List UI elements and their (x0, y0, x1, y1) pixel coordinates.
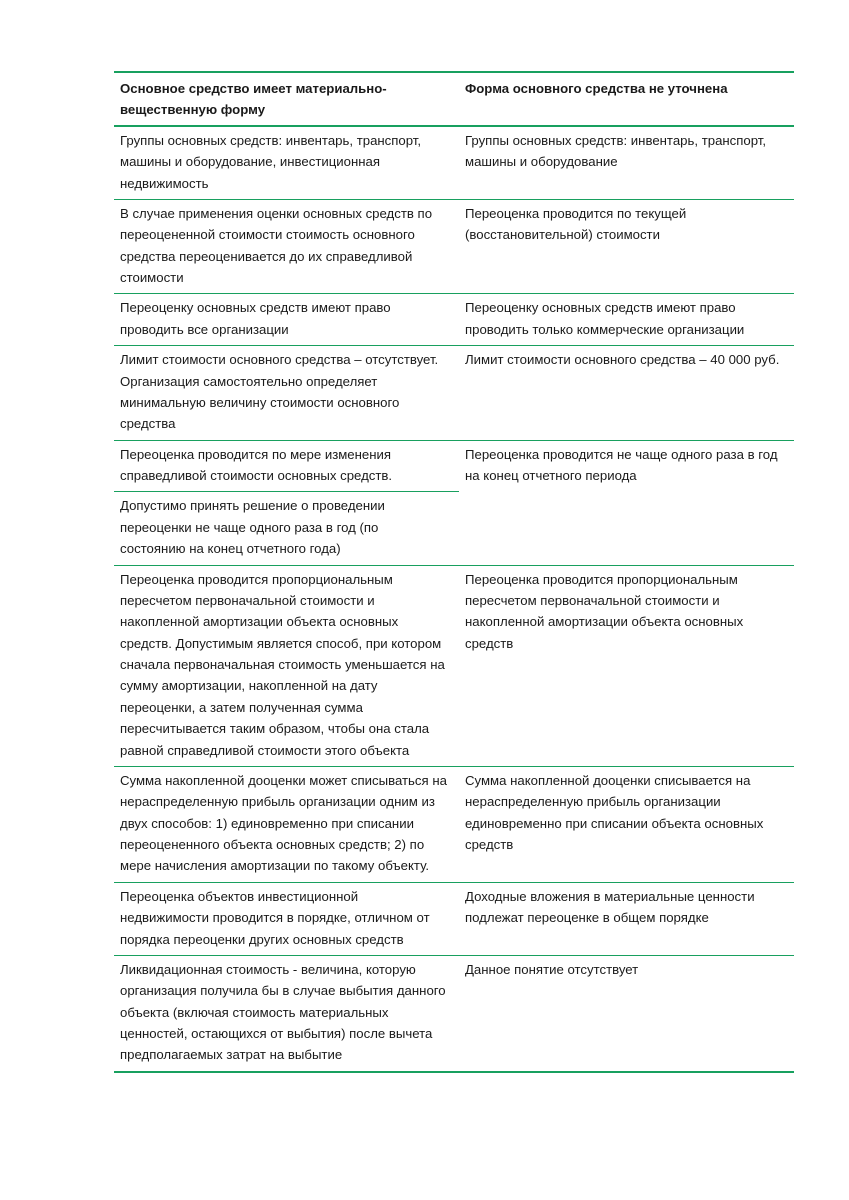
cell-right: Переоценку основных средств имеют право проводить только коммерческие организации (465, 300, 745, 337)
column-header-right: Форма основного средства не уточнена (465, 81, 728, 96)
table-row (114, 294, 794, 346)
cell-left: Сумма накопленной дооценки может списываться на нераспределенную прибыль организации одним из двух способов: 1) единовременно при списании переоцененного объекта основных средств; 2) по мере начисления амортизации по такому объекту. (120, 772, 447, 874)
table-header (114, 72, 794, 126)
cell-left: Переоценку основных средств имеют право проводить все организации (120, 300, 391, 337)
table-row (114, 346, 794, 441)
cell-left: Переоценка объектов инвестиционной недвижимости проводится в порядке, отличном от порядка переоценки других основных средств (120, 888, 430, 947)
table-header-row (114, 72, 794, 126)
cell-left: Группы основных средств: инвентарь, транспорт, машины и оборудование, инвестиционная недвижимость (120, 132, 422, 191)
comparison-table-container (114, 71, 794, 1073)
table-row (114, 955, 794, 1071)
cell-right: Переоценка проводится не чаще одного раза в год на конец отчетного периода (465, 446, 778, 483)
cell-left: Допустимо принять решение о проведении переоценки не чаще одного раза в год (по состоянию на конец отчетного года) (120, 498, 385, 557)
table-row (114, 766, 794, 882)
cell-right: Переоценка проводится по текущей (восстановительной) стоимости (465, 205, 687, 243)
cell-right: Переоценка проводится пропорциональным пересчетом первоначальной стоимости и накопленной амортизации объекта основных средств (465, 571, 744, 651)
cell-left: В случае применения оценки основных средств по переоцененной стоимости стоимость основного средства переоценивается до их справедливой стоимости (120, 205, 433, 285)
cell-right: Группы основных средств: инвентарь, транспорт, машины и оборудование (465, 132, 767, 170)
table-body (114, 126, 794, 1072)
table-row (114, 440, 794, 492)
table-row (114, 126, 794, 200)
cell-left: Переоценка проводится пропорциональным пересчетом первоначальной стоимости и накопленной амортизации объекта основных средств. Допустимым является способ, при котором сначала первоначальная стоимость уменьшается на сумму амортизации, накопленной на дату переоценки, а затем полученная сумма пересчитывается таким образом, чтобы она стала равной справедливой стоимости этого объекта (120, 571, 445, 758)
cell-right: Лимит стоимости основного средства – 40 000 руб. (465, 352, 780, 368)
cell-left: Ликвидационная стоимость - величина, которую организация получила бы в случае выбытия данного объекта (включая стоимость материальных ценностей, остающихся от выбытия) после вычета предполагаемых затрат на выбытие (120, 961, 446, 1063)
table-row (114, 199, 794, 294)
table-row (114, 565, 794, 766)
table-row (114, 882, 794, 955)
cell-left: Лимит стоимости основного средства – отсутствует. Организация самостоятельно определяет минимальную величину стоимости основного средства (120, 352, 439, 432)
comparison-table (114, 71, 794, 1073)
cell-right: Данное понятие отсутствует (465, 961, 639, 977)
column-header-left: Основное средство имеет материально-вещественную форму (120, 81, 387, 118)
cell-right: Сумма накопленной дооценки списывается на нераспределенную прибыль организации единовременно при списании объекта основных средств (465, 772, 764, 852)
cell-left: Переоценка проводится по мере изменения справедливой стоимости основных средств. (114, 440, 459, 492)
cell-right: Доходные вложения в материальные ценности подлежат переоценке в общем порядке (465, 888, 755, 926)
